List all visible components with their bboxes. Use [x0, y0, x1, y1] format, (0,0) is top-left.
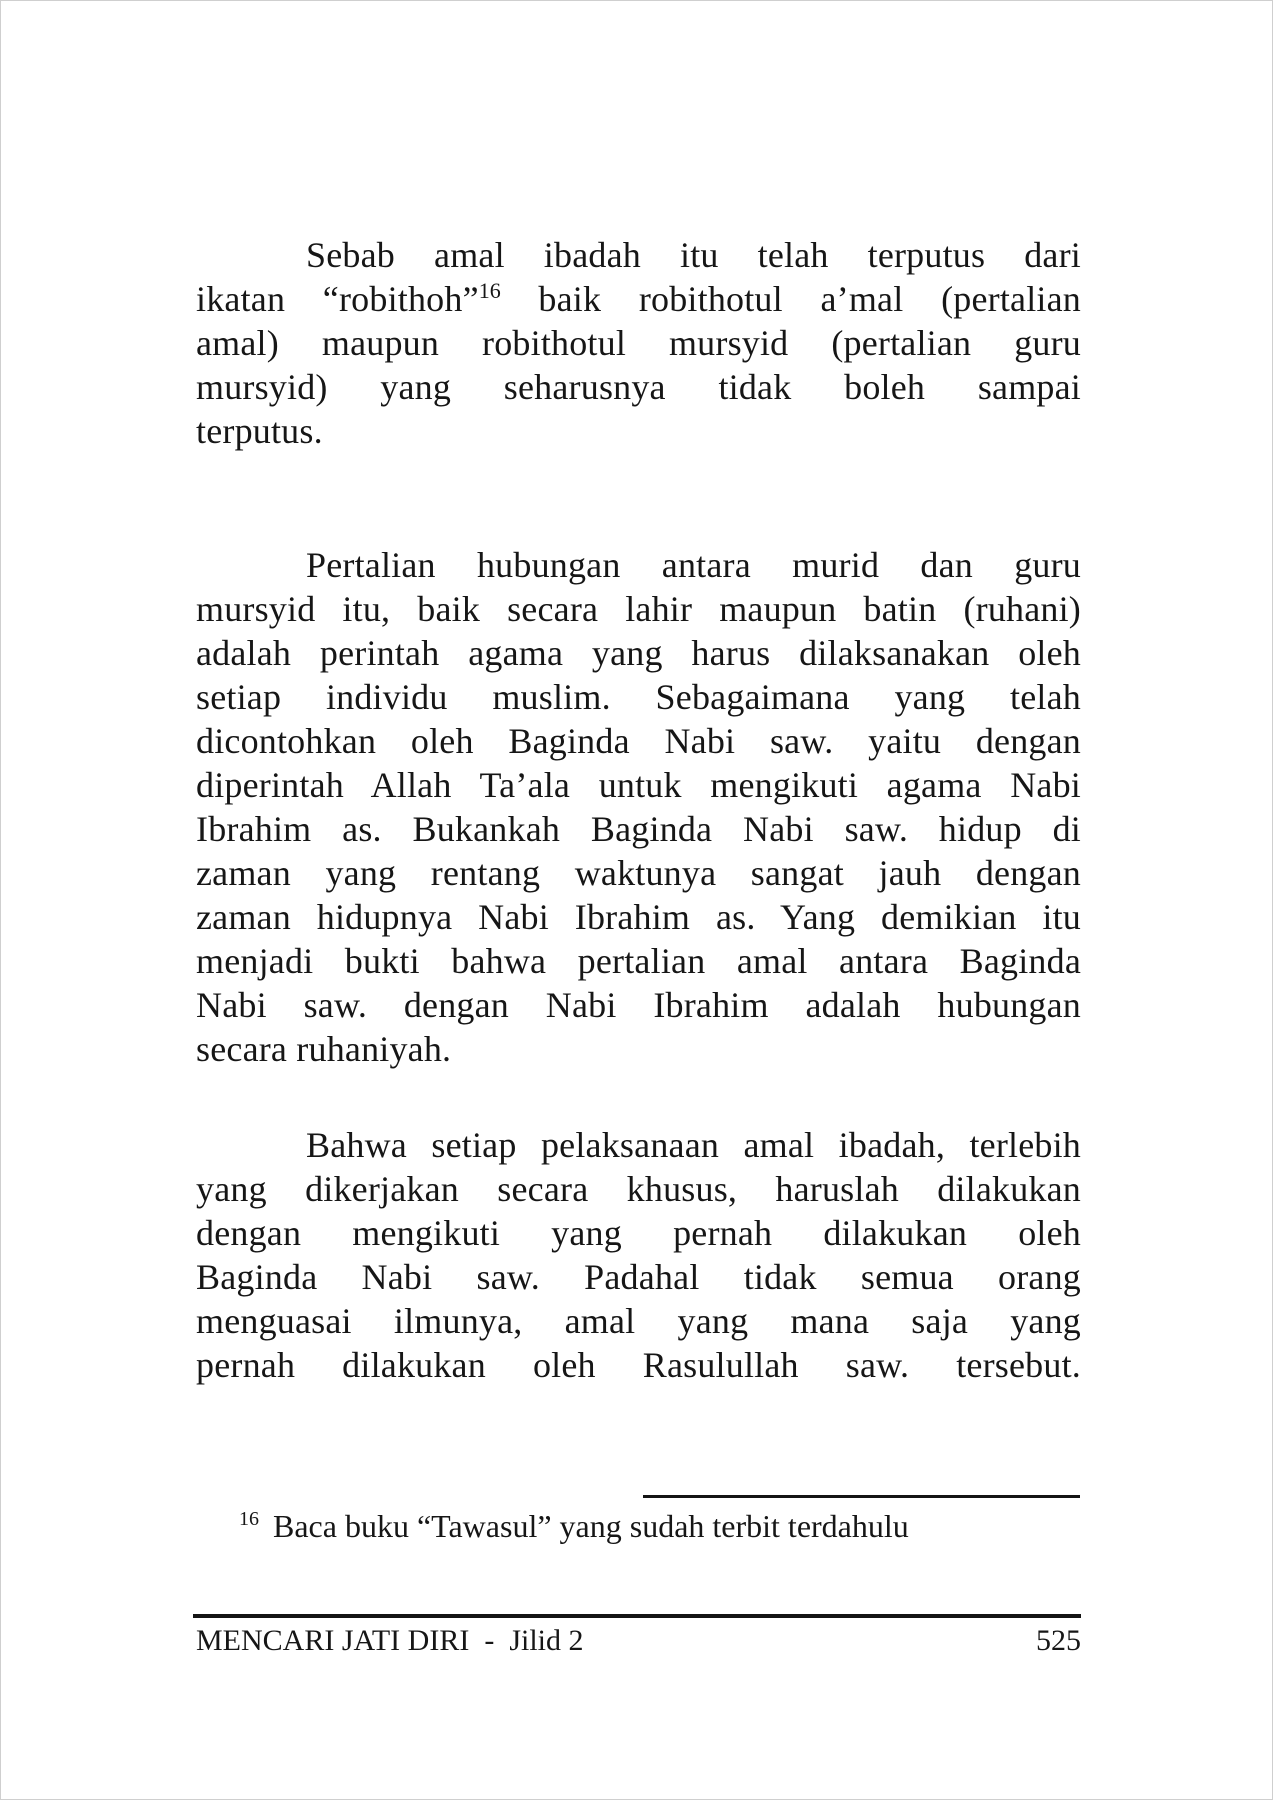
body-line: zaman yang rentang waktunya sangat jauh dengan: [196, 853, 1081, 893]
body-line: secara ruhaniyah.: [196, 1029, 452, 1069]
footnote-separator-rule: [643, 1495, 1080, 1498]
body-line: menguasai ilmunya, amal yang mana saja yang: [196, 1301, 1081, 1341]
body-line: [196, 277, 1081, 321]
body-line: amal) maupun robithotul mursyid (pertalian guru: [196, 323, 1081, 363]
body-line: zaman hidupnya Nabi Ibrahim as. Yang demikian itu: [196, 897, 1081, 937]
paragraph-1: [196, 233, 1081, 453]
footer-book-title: MENCARI JATI DIRI - Jilid 2: [196, 1624, 584, 1657]
footnote-reference-16: 16: [478, 278, 501, 303]
body-line: setiap individu muslim. Sebagaimana yang telah: [196, 677, 1081, 717]
body-line: menjadi bukti bahwa pertalian amal antara Baginda: [196, 941, 1081, 981]
page-footer: [196, 1623, 1081, 1659]
body-line: diperintah Allah Ta’ala untuk mengikuti agama Nabi: [196, 765, 1081, 805]
body-line: adalah perintah agama yang harus dilaksanakan oleh: [196, 633, 1081, 673]
paragraph-3: [196, 1123, 1081, 1387]
body-line: Sebab amal ibadah itu telah terputus dari: [306, 235, 1081, 275]
footer-rule: [193, 1614, 1081, 1618]
body-line: yang dikerjakan secara khusus, haruslah dilakukan: [196, 1169, 1081, 1209]
body-line: dengan mengikuti yang pernah dilakukan oleh: [196, 1213, 1081, 1253]
body-line: Bahwa setiap pelaksanaan amal ibadah, terlebih: [306, 1125, 1081, 1165]
paragraph-2: [196, 543, 1081, 1071]
body-line: terputus.: [196, 411, 323, 451]
body-line: Nabi saw. dengan Nabi Ibrahim adalah hubungan: [196, 985, 1081, 1025]
body-line: Pertalian hubungan antara murid dan guru: [306, 545, 1081, 585]
body-line-text: baik robithotul a’mal (pertalian: [500, 279, 1081, 319]
body-line: pernah dilakukan oleh Rasulullah saw. tersebut.: [196, 1345, 1081, 1385]
footnote-marker: 16: [239, 1508, 259, 1531]
body-line: mursyid) yang seharusnya tidak boleh sampai: [196, 367, 1081, 407]
body-line: mursyid itu, baik secara lahir maupun batin (ruhani): [196, 589, 1081, 629]
page-body-text: [196, 233, 1081, 1387]
footnote-text: Baca buku “Tawasul” yang sudah terbit terdahulu: [273, 1508, 909, 1544]
body-line: dicontohkan oleh Baginda Nabi saw. yaitu dengan: [196, 721, 1081, 761]
body-line: Baginda Nabi saw. Padahal tidak semua orang: [196, 1257, 1081, 1297]
body-line-text: ikatan “robithoh”: [196, 279, 479, 319]
body-line: Ibrahim as. Bukankah Baginda Nabi saw. hidup di: [196, 809, 1081, 849]
page-number: 525: [1036, 1624, 1081, 1657]
footnote: [196, 1506, 1081, 1546]
